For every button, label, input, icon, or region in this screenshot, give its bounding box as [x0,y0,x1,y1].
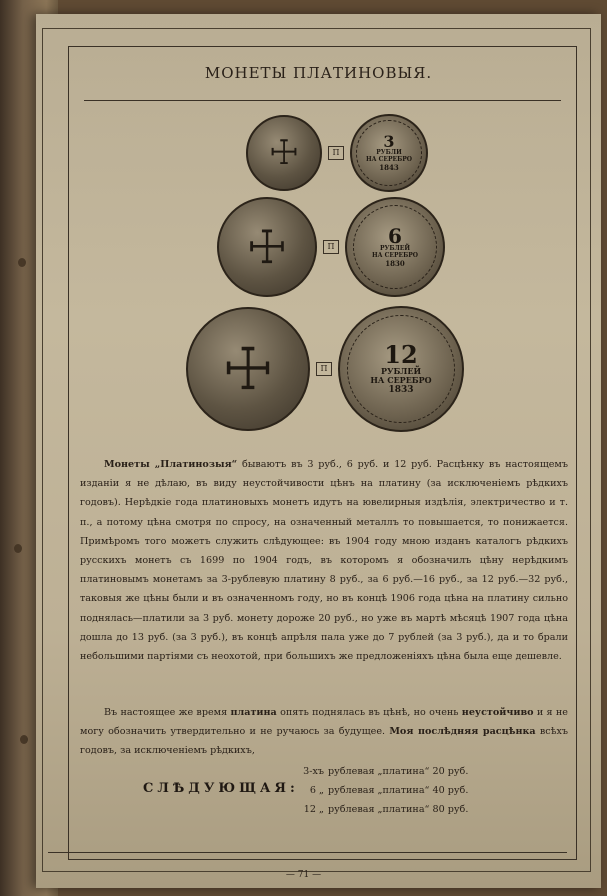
price-text: рублевая „платина“ 40 руб. [328,785,469,796]
paragraph-text: всѣхъ годовъ, за исключеніемъ рѣдкихъ, [80,726,568,757]
coin-legend-ring [353,205,438,290]
bold-term: Моя послѣдняя расцѣнка [389,726,536,738]
coin-legend-line: НА СЕРЕБРО [370,375,432,385]
coin-reverse-3 [350,114,428,192]
price-text: рублевая „платина“ 20 руб. [328,766,469,777]
bottom-rule [48,852,567,853]
page-title: МОНЕТЫ ПЛАТИНОВЫЯ. [204,64,433,82]
coin-denomination: 12 [384,340,418,370]
double-headed-eagle-icon: ☩ [268,133,300,173]
coin-row-6-rubles [217,197,445,297]
price-list [296,762,536,819]
coin-row-12-rubles [186,306,464,432]
coin-legend-line: НА СЕРЕБРО [366,155,412,163]
coin-obverse-eagle [246,115,322,191]
page-number: — 71 — [285,870,322,880]
foxing-spot [18,258,26,267]
paragraph-text: Въ настоящее же время [104,707,228,718]
price-text: рублевая „платина“ 80 руб. [328,804,469,815]
coin-year: 1830 [385,259,405,269]
following-label: СЛѢДУЮЩАЯ: [143,781,299,796]
coin-year: 1843 [379,163,399,173]
coin-reverse-6 [345,197,445,297]
title-rule [84,100,561,101]
coin-denomination: 6 [388,223,402,248]
paragraph-text: бываютъ въ 3 руб., 6 руб. и 12 руб. Расцѣнку въ настоящемъ изданіи я не дѣлаю, въ виду неустойчивости цѣнъ на платину (за исключеніемъ рѣдкихъ годовъ). Нерѣдкіе года платиновыхъ монетъ идутъ на ювелирныя издѣлія, электричество и т. п., а потому цѣна смотря по спросу, на означенный металлъ то повышается, то понижается. Примѣромъ того можетъ служить слѣдующее: въ 1904 году мною изданъ каталогъ рѣдкихъ русскихъ монетъ съ 1699 по 1904 годъ, въ которомъ я обозначилъ цѣну нерѣдкимъ платиновымъ монетамъ за 3-рублевую платину 8 руб., за 6 руб.—16 руб., за 12 руб.—32 руб., таковыя же цѣны были и въ означенномъ году, но въ концѣ 1906 года цѣна на платину сильно поднялась—платили за 3 руб. монету дороже 20 руб., но уже въ мартѣ мѣсяцѣ 1907 года цѣна дошла до 13 руб. (за 3 руб.), въ концѣ апрѣля пала уже до 7 рублей (за 3 руб.), да и то брали небольшими партіями съ неохотой, при большихъ же предложеніяхъ цѣна была еще дешевле. [80,459,568,663]
price-denomination: 6 „ [309,785,324,796]
plate-marker: П [316,362,332,376]
foxing-spot [14,544,22,553]
price-denomination: 12 „ [303,804,324,815]
second-paragraph [80,703,568,761]
double-headed-eagle-icon: ☩ [246,220,288,274]
paragraph-text: и я не могу обозначить утвердительно и не ручаюсь за будущее. [80,707,568,738]
price-row [296,762,536,781]
price-denomination: 3-хъ [303,766,324,777]
coin-obverse-eagle [217,197,317,297]
coin-legend-ring [356,120,421,185]
paragraph-lead-bold: Монеты „Платинозыя“ [104,459,238,470]
price-row [296,800,536,819]
coin-reverse-12 [338,306,464,432]
coin-row-3-rubles [246,114,428,192]
coin-legend-line: РУБЛЕЙ [380,366,422,377]
coin-year: 1833 [388,384,414,395]
bold-term: неустойчиво [461,707,534,718]
coin-legend-line: НА СЕРЕБРО [372,251,418,259]
main-paragraph [80,455,568,666]
coin-denomination: 3 [383,131,395,151]
coin-legend-ring [347,315,454,422]
coin-legend-line: РУБЛЕЙ [379,244,411,252]
coin-obverse-eagle [186,307,310,431]
coin-legend-line: РУБЛИ [376,148,402,156]
plate-marker: П [323,240,339,254]
double-headed-eagle-icon: ☩ [222,335,274,403]
foxing-spot [20,735,28,744]
paragraph-text: опять поднялась въ цѣнѣ, но очень [280,707,459,718]
plate-marker: П [328,146,344,160]
price-row [296,781,536,800]
bold-term: платина [230,707,277,718]
